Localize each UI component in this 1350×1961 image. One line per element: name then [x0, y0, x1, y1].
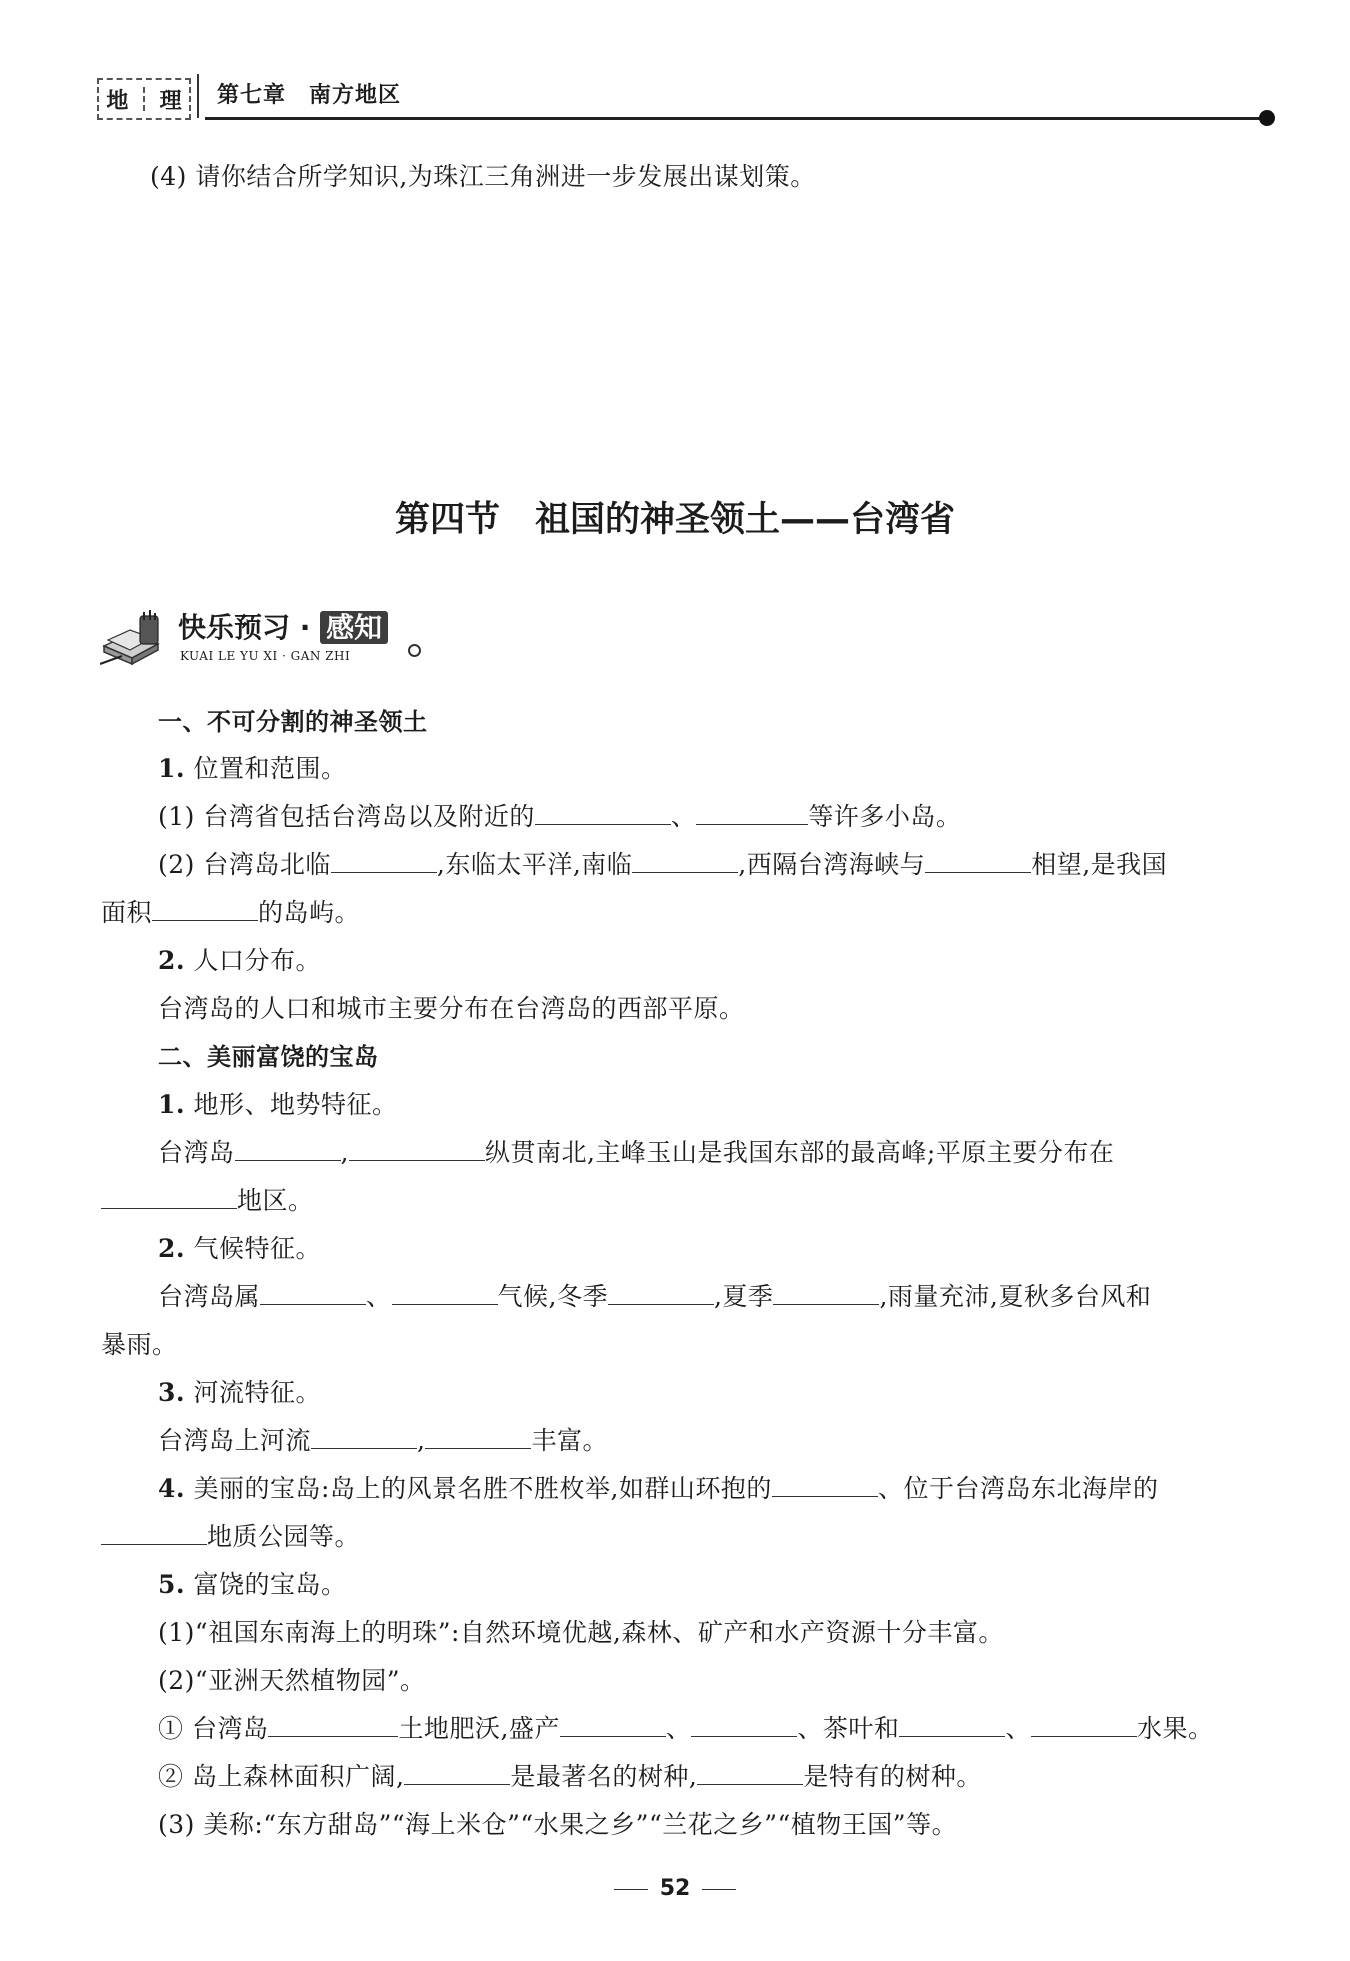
text: , [340, 1138, 349, 1167]
header-rule [205, 117, 1267, 120]
subject-divider [143, 87, 145, 111]
part1-item1-sub1 [158, 800, 961, 834]
badge-circle [408, 644, 421, 657]
fill-blank[interactable] [899, 1712, 1005, 1737]
text: 面积 [101, 898, 153, 927]
page-number-text: 52 [659, 1876, 691, 1901]
part2-item2-body-cont: 暴雨。 [101, 1330, 178, 1359]
page-number-dash [614, 1889, 648, 1890]
fill-blank[interactable] [101, 1520, 207, 1545]
header-vertical-rule [197, 74, 199, 118]
text: , [417, 1426, 426, 1455]
books-pencil-icon [100, 610, 175, 666]
text: 丰富。 [531, 1426, 608, 1455]
text: 相望,是我国 [1031, 850, 1168, 879]
part2-item4 [158, 1472, 1158, 1506]
text: 台湾岛 [158, 1138, 235, 1167]
fill-blank[interactable] [268, 1712, 398, 1737]
part1-item1 [158, 752, 347, 786]
item-text: 河流特征。 [185, 1378, 322, 1407]
item-text: 富饶的宝岛。 [185, 1570, 347, 1599]
item-number: 1. [158, 1090, 186, 1119]
page-header [97, 78, 1277, 118]
text: 是最著名的树种, [510, 1762, 698, 1791]
item-number: 4. [158, 1474, 186, 1503]
text: 的岛屿。 [258, 898, 361, 927]
part2-item5-circle1 [158, 1712, 1213, 1746]
text: ,西隔台湾海峡与 [738, 850, 926, 879]
fill-blank[interactable] [535, 800, 671, 825]
text: 地区。 [237, 1186, 314, 1215]
text: 等许多小岛。 [808, 802, 962, 831]
part2-item5-sub3: (3) 美称:“东方甜岛”“海上米仓”“水果之乡”“兰花之乡”“植物王国”等。 [158, 1810, 958, 1839]
page-number [0, 1876, 1350, 1901]
part1-item1-sub2 [158, 848, 1167, 882]
fill-blank[interactable] [311, 1424, 417, 1449]
text: 纵贯南北,主峰玉山是我国东部的最高峰;平原主要分布在 [484, 1138, 1115, 1167]
badge-title-text: 快乐预习 · [178, 611, 321, 644]
preview-badge [100, 606, 430, 666]
text: ② 岛上森林面积广阔, [158, 1762, 405, 1791]
text: 、茶叶和 [797, 1714, 900, 1743]
fill-blank[interactable] [632, 848, 738, 873]
text: ① 台湾岛 [158, 1714, 269, 1743]
part2-item5-sub2: (2)“亚洲天然植物园”。 [158, 1666, 426, 1695]
text: ,东临太平洋,南临 [436, 850, 633, 879]
part1-item2-body: 台湾岛的人口和城市主要分布在台湾岛的西部平原。 [158, 994, 745, 1023]
text: 、 [1005, 1714, 1031, 1743]
fill-blank[interactable] [425, 1424, 531, 1449]
fill-blank[interactable] [696, 800, 808, 825]
part1-item1-sub2-cont [101, 896, 360, 930]
part2-item5-sub1: (1)“祖国东南海上的明珠”:自然环境优越,森林、矿产和水产资源十分丰富。 [158, 1618, 1004, 1647]
item-number: 3. [158, 1378, 186, 1407]
text: 土地肥沃,盛产 [398, 1714, 560, 1743]
fill-blank[interactable] [925, 848, 1031, 873]
chapter-title: 第七章 南方地区 [217, 82, 402, 108]
item-number: 2. [158, 1234, 186, 1263]
subject-char: 理 [159, 88, 182, 114]
fill-blank[interactable] [392, 1280, 498, 1305]
fill-blank[interactable] [101, 1184, 237, 1209]
text: 台湾岛属 [158, 1282, 261, 1311]
text: 美丽的宝岛:岛上的风景名胜不胜枚举,如群山环抱的 [185, 1474, 772, 1503]
text: ,夏季 [713, 1282, 774, 1311]
subject-char: 地 [106, 88, 129, 114]
fill-blank[interactable] [260, 1280, 366, 1305]
fill-blank[interactable] [349, 1136, 485, 1161]
part2-item2 [158, 1232, 321, 1266]
page-number-dash [702, 1889, 736, 1890]
badge-title [178, 606, 388, 646]
header-dot [1259, 110, 1275, 126]
part1-item2 [158, 944, 321, 978]
question-4: (4) 请你结合所学知识,为珠江三角洲进一步发展出谋划策。 [150, 162, 816, 191]
text: ,雨量充沛,夏秋多台风和 [879, 1282, 1152, 1311]
text: 、 [366, 1282, 392, 1311]
part2-item5-circle2 [158, 1760, 982, 1794]
fill-blank[interactable] [773, 1280, 879, 1305]
item-text: 气候特征。 [185, 1234, 322, 1263]
text: (1) 台湾省包括台湾岛以及附近的 [158, 802, 535, 831]
part2-item1-body [158, 1136, 1114, 1170]
part2-item1-body-cont [101, 1184, 314, 1218]
fill-blank[interactable] [772, 1472, 878, 1497]
text: 台湾岛上河流 [158, 1426, 312, 1455]
fill-blank[interactable] [697, 1760, 803, 1785]
text: 水果。 [1136, 1714, 1214, 1743]
section-title: 第四节 祖国的神圣领土——台湾省 [394, 500, 955, 540]
item-number: 2. [158, 946, 186, 975]
text: 、 [665, 1714, 692, 1743]
item-number: 1. [158, 754, 186, 783]
part2-item2-body [158, 1280, 1151, 1314]
item-text: 地形、地势特征。 [185, 1090, 398, 1119]
subject-badge [97, 78, 191, 120]
fill-blank[interactable] [235, 1136, 341, 1161]
item-text: 位置和范围。 [185, 754, 347, 783]
text: 、位于台湾岛东北海岸的 [877, 1474, 1159, 1503]
part2-item1 [158, 1088, 398, 1122]
fill-blank[interactable] [691, 1712, 797, 1737]
badge-subtitle: KUAI LE YU XI · GAN ZHI [180, 649, 351, 663]
part2-heading: 二、美丽富饶的宝岛 [158, 1043, 379, 1071]
item-number: 5. [158, 1570, 186, 1599]
fill-blank[interactable] [152, 896, 258, 921]
part2-item3 [158, 1376, 321, 1410]
item-text: 人口分布。 [185, 946, 322, 975]
fill-blank[interactable] [1031, 1712, 1137, 1737]
fill-blank[interactable] [404, 1760, 510, 1785]
part2-item4-cont [101, 1520, 360, 1554]
text: (2) 台湾岛北临 [158, 850, 331, 879]
text: 是特有的树种。 [803, 1762, 982, 1791]
badge-highlight: 感知 [320, 611, 388, 644]
fill-blank[interactable] [608, 1280, 714, 1305]
fill-blank[interactable] [331, 848, 437, 873]
text: 、 [670, 802, 697, 831]
fill-blank[interactable] [560, 1712, 666, 1737]
part1-heading: 一、不可分割的神圣领土 [158, 708, 428, 736]
text: 地质公园等。 [207, 1522, 361, 1551]
text: 气候,冬季 [497, 1282, 608, 1311]
part2-item5 [158, 1568, 347, 1602]
part2-item3-body [158, 1424, 608, 1458]
